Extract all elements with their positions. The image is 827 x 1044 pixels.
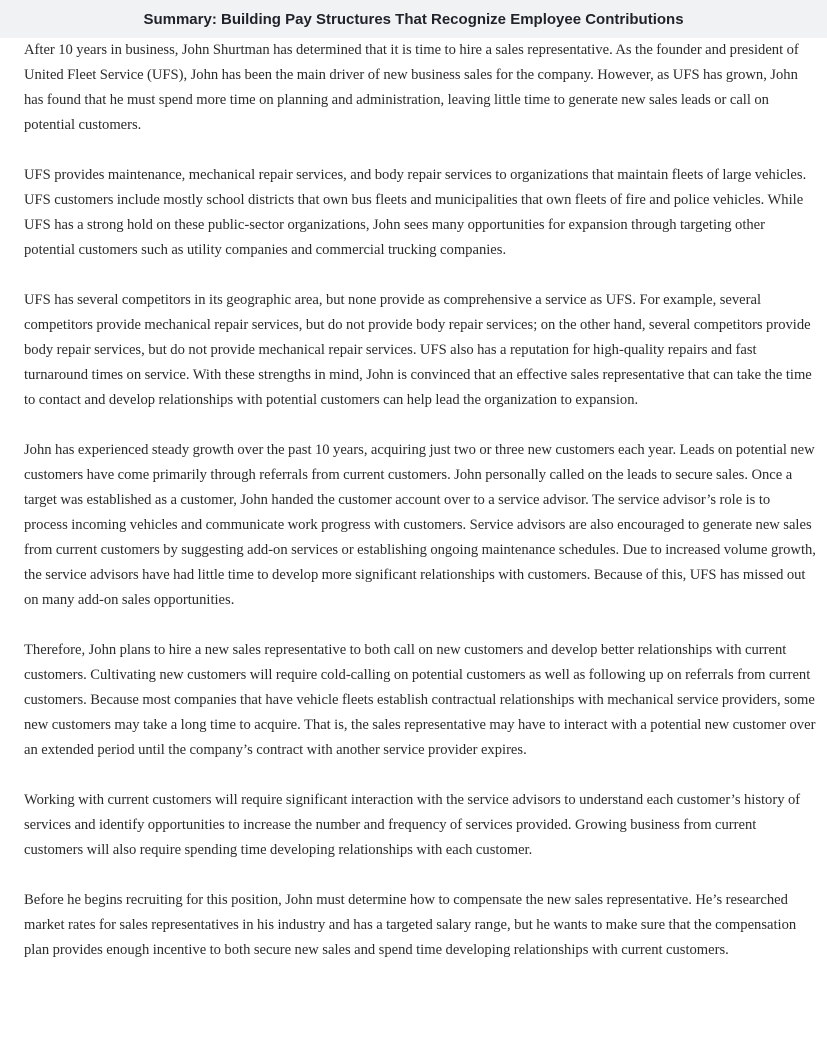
page-header [0,0,827,38]
paragraph-4: John has experienced steady growth over the past 10 years, acquiring just two or three new customers each year. Leads on potential new customers have come primarily through referrals from current customers. John personally called on the leads to secure sales. Once a target was established as a customer, John handed the customer account over to a service advisor. The service advisor’s role is to process incoming vehicles and communicate work progress with customers. Service advisors are also encouraged to generate new sales from current customers by suggesting add-on services or establishing ongoing maintenance schedules. Due to increased volume growth, the service advisors have had little time to develop more significant relationships with customers. Because of this, UFS has missed out on many add-on sales opportunities. [24,442,816,608]
paragraph-5: Therefore, John plans to hire a new sales representative to both call on new customers and develop better relationships with current customers. Cultivating new customers will require cold-calling on potential customers as well as following up on referrals from current customers. Because most companies that have vehicle fleets establish contractual relationships with mechanical service providers, some new customers may take a long time to acquire. That is, the sales representative may have to interact with a potential new customer over an extended period until the company’s contract with another service provider expires. [24,642,816,758]
article-body [0,38,827,963]
paragraph-1: After 10 years in business, John Shurtman has determined that it is time to hire a sales representative. As the founder and president of United Fleet Service (UFS), John has been the main driver of new business sales for the company. However, as UFS has grown, John has found that he must spend more time on planning and administration, leaving little time to generate new sales leads or call on potential customers. [24,42,799,133]
page-title: Summary: Building Pay Structures That Recognize Employee Contributions [143,10,684,28]
paragraph-2: UFS provides maintenance, mechanical repair services, and body repair services to organizations that maintain fleets of large vehicles. UFS customers include mostly school districts that own bus fleets and municipalities that own fleets of fire and police vehicles. While UFS has a strong hold on these public-sector organizations, John sees many opportunities for expansion through targeting other potential customers such as utility companies and commercial trucking companies. [24,167,807,258]
paragraph-7: Before he begins recruiting for this position, John must determine how to compensate the new sales representative. He’s researched market rates for sales representatives in his industry and has a targeted salary range, but he wants to make sure that the compensation plan provides enough incentive to both secure new sales and spend time developing relationships with current customers. [24,892,797,958]
paragraph-6: Working with current customers will require significant interaction with the service advisors to understand each customer’s history of services and identify opportunities to increase the number and frequency of services provided. Growing business from current customers will also require spending time developing relationships with each customer. [24,792,801,858]
paragraph-3: UFS has several competitors in its geographic area, but none provide as comprehensive a service as UFS. For example, several competitors provide mechanical repair services, but do not provide body repair services; on the other hand, several competitors provide body repair services, but do not provide mechanical repair services. UFS also has a reputation for high-quality repairs and fast turnaround times on service. With these strengths in mind, John is convinced that an effective sales representative that can take the time to contact and develop relationships with potential customers can help lead the organization to expansion. [24,292,812,408]
